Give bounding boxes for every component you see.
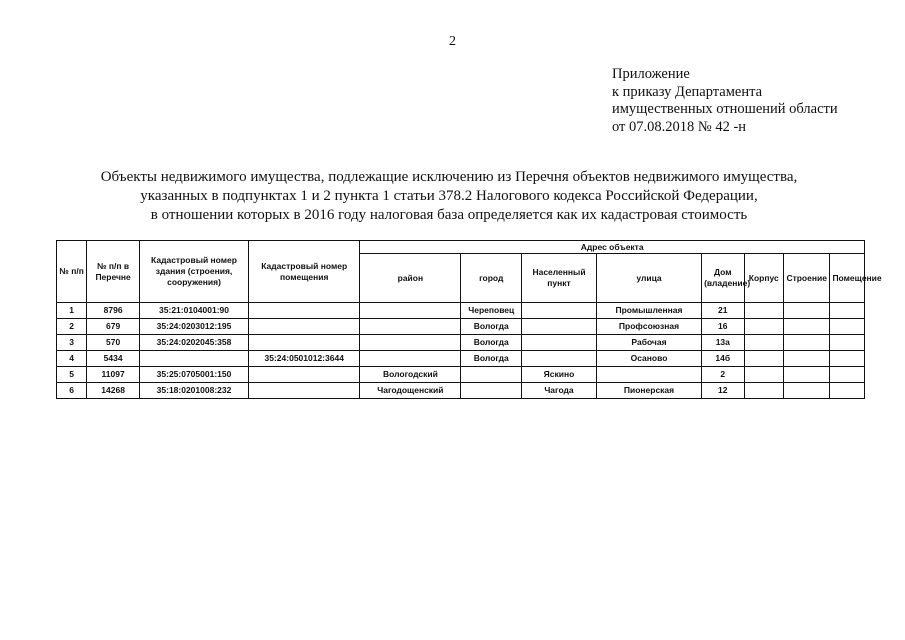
cell-pomeshchenie [830, 367, 865, 383]
cell-pomeshchenie [830, 335, 865, 351]
cell-settlement [522, 351, 597, 367]
page-number: 2 [449, 34, 456, 49]
appendix-block [612, 66, 838, 136]
objects-table [56, 240, 882, 399]
cell-city [461, 383, 522, 399]
cell-num: 4 [57, 351, 87, 367]
cell-district: Вологодский [360, 367, 461, 383]
table-row [57, 303, 865, 319]
header-stroenie: Строение [783, 254, 830, 303]
cell-korpus [744, 383, 783, 399]
header-list-num: № п/п в Перечне [87, 241, 140, 303]
header-settlement: Населенный пункт [522, 254, 597, 303]
cell-room-cad [249, 319, 360, 335]
cell-building-cad: 35:24:0202045:358 [139, 335, 248, 351]
cell-stroenie [783, 351, 830, 367]
cell-korpus [744, 303, 783, 319]
cell-street: Пионерская [596, 383, 701, 399]
appendix-line-1: Приложение [612, 66, 690, 82]
cell-building-cad: 35:21:0104001:90 [139, 303, 248, 319]
table-row [57, 319, 865, 335]
cell-num: 5 [57, 367, 87, 383]
cell-city: Вологда [461, 319, 522, 335]
header-district: район [360, 254, 461, 303]
cell-settlement [522, 319, 597, 335]
cell-city: Череповец [461, 303, 522, 319]
cell-district [360, 319, 461, 335]
cell-num: 2 [57, 319, 87, 335]
cell-street [596, 367, 701, 383]
cell-house: 21 [702, 303, 744, 319]
cell-korpus [744, 351, 783, 367]
cell-street: Осаново [596, 351, 701, 367]
cell-room-cad [249, 367, 360, 383]
cell-list-num: 11097 [87, 367, 140, 383]
title-line-1: Объекты недвижимого имущества, подлежащие исключению из Перечня объектов недвижимого имущества, [100, 169, 798, 185]
cell-stroenie [783, 383, 830, 399]
document-title [40, 168, 858, 225]
cell-district [360, 303, 461, 319]
cell-num: 3 [57, 335, 87, 351]
cell-room-cad [249, 335, 360, 351]
cell-building-cad [139, 351, 248, 367]
cell-korpus [744, 335, 783, 351]
cell-district: Чагодощенский [360, 383, 461, 399]
cell-list-num: 679 [87, 319, 140, 335]
cell-house: 13а [702, 335, 744, 351]
cell-stroenie [783, 319, 830, 335]
title-line-3: в отношении которых в 2016 году налоговая база определяется как их кадастровая стоимость [150, 207, 748, 223]
cell-list-num: 5434 [87, 351, 140, 367]
appendix-line-3: имущественных отношений области [612, 101, 838, 117]
cell-room-cad: 35:24:0501012:3644 [249, 351, 360, 367]
header-house: Дом (владение) [702, 254, 744, 303]
header-room-cad: Кадастровый номер помещения [249, 241, 360, 303]
cell-stroenie [783, 303, 830, 319]
cell-room-cad [249, 383, 360, 399]
header-building-cad: Кадастровый номер здания (строения, сооружения) [139, 241, 248, 303]
table-row [57, 367, 865, 383]
cell-settlement [522, 303, 597, 319]
cell-building-cad: 35:18:0201008:232 [139, 383, 248, 399]
cell-num: 1 [57, 303, 87, 319]
cell-pomeshchenie [830, 351, 865, 367]
table-row [57, 335, 865, 351]
cell-house: 12 [702, 383, 744, 399]
cell-settlement [522, 335, 597, 351]
appendix-line-2: к приказу Департамента [612, 83, 763, 100]
cell-pomeshchenie [830, 319, 865, 335]
cell-list-num: 14268 [87, 383, 140, 399]
cell-street: Промышленная [596, 303, 701, 319]
appendix-line-4: от 07.08.2018 № 42 -н [612, 118, 747, 135]
header-pomeshchenie: Помещение [830, 254, 865, 303]
cell-settlement: Яскино [522, 367, 597, 383]
cell-city: Вологда [461, 351, 522, 367]
cell-house: 14б [702, 351, 744, 367]
cell-stroenie [783, 367, 830, 383]
cell-city [461, 367, 522, 383]
cell-korpus [744, 319, 783, 335]
cell-street: Рабочая [596, 335, 701, 351]
cell-stroenie [783, 335, 830, 351]
header-city: город [461, 254, 522, 303]
cell-room-cad [249, 303, 360, 319]
cell-district [360, 335, 461, 351]
cell-building-cad: 35:24:0203012:195 [139, 319, 248, 335]
cell-pomeshchenie [830, 303, 865, 319]
cell-house: 2 [702, 367, 744, 383]
header-street: улица [596, 254, 701, 303]
table-row [57, 383, 865, 399]
cell-pomeshchenie [830, 383, 865, 399]
header-address-group: Адрес объекта [360, 241, 865, 254]
table-row [57, 351, 865, 367]
cell-settlement: Чагода [522, 383, 597, 399]
cell-list-num: 8796 [87, 303, 140, 319]
title-line-2: указанных в подпунктах 1 и 2 пункта 1 статьи 378.2 Налогового кодекса Российской Федерации, [140, 188, 758, 204]
header-num: № п/п [57, 241, 87, 303]
cell-city: Вологда [461, 335, 522, 351]
cell-num: 6 [57, 383, 87, 399]
cell-street: Профсоюзная [596, 319, 701, 335]
cell-house: 16 [702, 319, 744, 335]
cell-korpus [744, 367, 783, 383]
cell-building-cad: 35:25:0705001:150 [139, 367, 248, 383]
header-korpus: Корпус [744, 254, 783, 303]
cell-list-num: 570 [87, 335, 140, 351]
cell-district [360, 351, 461, 367]
